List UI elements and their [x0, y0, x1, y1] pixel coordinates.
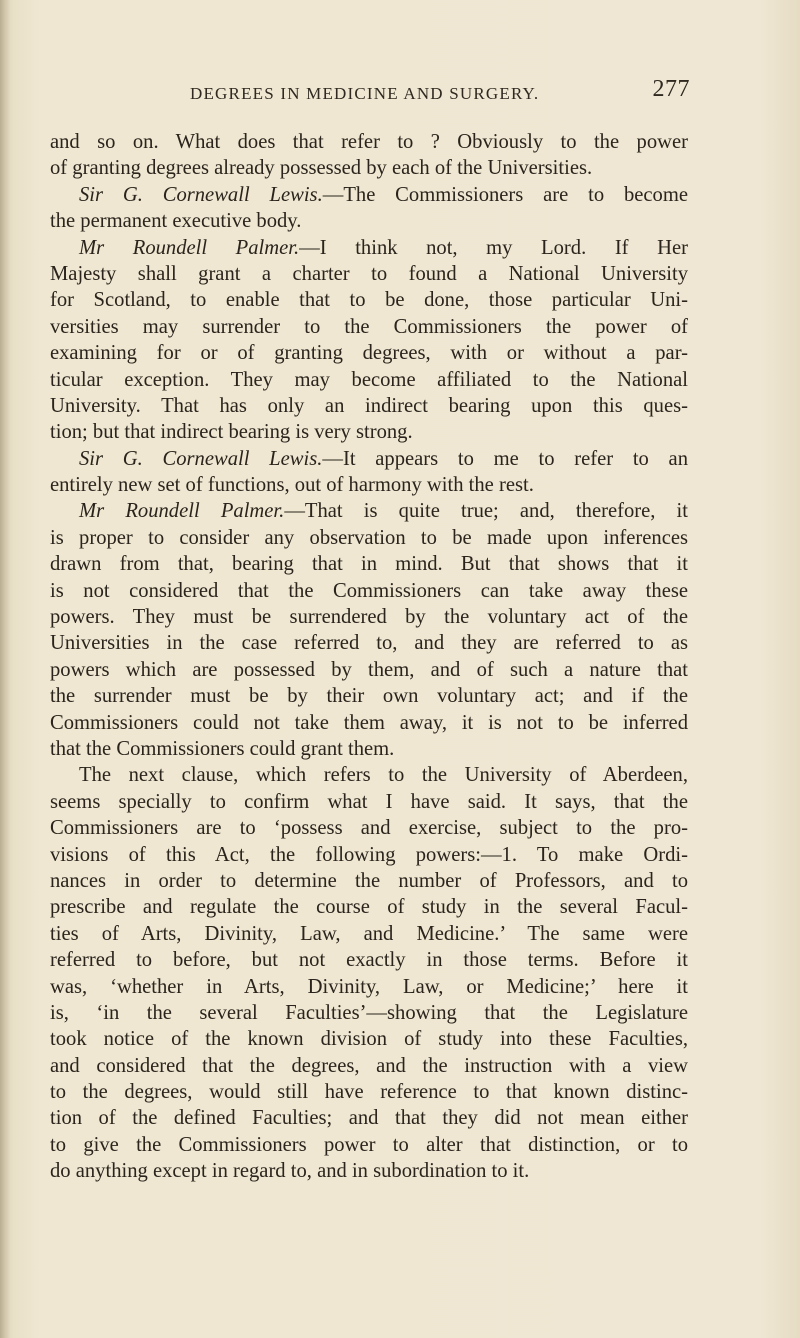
text-line [50, 367, 688, 393]
line-text: and so on. What does that refer to ? Obviously to the power [50, 131, 688, 153]
line-text: Universities in the case referred to, and they are referred to as [50, 632, 688, 655]
text-line [50, 182, 688, 208]
speaker-name: Sir G. Cornewall Lewis. [79, 183, 323, 206]
text-line [50, 683, 688, 709]
line-text: that the Commissioners could grant them. [50, 737, 395, 760]
text-line [50, 762, 688, 788]
text-line [50, 155, 688, 181]
line-text: is proper to consider any observation to be made upon inferences [50, 526, 688, 549]
line-text: —I think not, my Lord. If Her [299, 236, 688, 259]
binding-gutter [0, 0, 10, 1338]
text-line [50, 340, 688, 366]
line-text: —The Commissioners are to become [322, 183, 688, 206]
text-line [50, 1026, 688, 1052]
text-line [50, 921, 688, 947]
text-line [50, 261, 688, 287]
text-line [50, 314, 688, 340]
line-text: Majesty shall grant a charter to found a National University [50, 262, 688, 285]
text-line [50, 498, 688, 524]
speaker-name: Sir G. Cornewall Lewis. [79, 447, 323, 470]
line-text: visions of this Act, the following powers:—1. To make Ordi- [50, 843, 688, 866]
line-text: nances in order to determine the number of Professors, and to [50, 869, 688, 892]
line-text: ticular exception. They may become affiliated to the National [50, 368, 688, 391]
line-text: of granting degrees already possessed by each of the Universities. [50, 157, 593, 180]
line-text: to give the Commissioners power to alter that distinction, or to [50, 1133, 688, 1156]
line-text: versities may surrender to the Commissioners the power of [50, 315, 688, 338]
text-line [50, 129, 688, 155]
line-text: seems specially to confirm what I have said. It says, that the [50, 790, 688, 813]
page-number: 277 [652, 76, 690, 102]
text-line [50, 868, 688, 894]
line-text: —It appears to me to refer to an [322, 447, 688, 470]
text-line [50, 1000, 688, 1026]
text-line [50, 208, 688, 234]
text-line [50, 1158, 688, 1184]
running-title: DEGREES IN MEDICINE AND SURGERY. [190, 84, 540, 103]
line-text: was, ‘whether in Arts, Divinity, Law, or Medicine;’ here it [50, 975, 688, 998]
text-line [50, 842, 688, 868]
text-line [50, 630, 688, 656]
line-text: is not considered that the Commissioners can take away these [50, 579, 688, 602]
text-line [50, 287, 688, 313]
text-line [50, 525, 688, 551]
line-text: powers. They must be surrendered by the voluntary act of the [50, 606, 688, 629]
text-line [50, 578, 688, 604]
text-line [50, 551, 688, 577]
text-line [50, 815, 688, 841]
line-text: University. That has only an indirect bearing upon this ques- [50, 394, 688, 417]
line-text: powers which are possessed by them, and of such a nature that [50, 658, 688, 681]
text-line [50, 947, 688, 973]
line-text: and considered that the degrees, and the instruction with a view [50, 1054, 688, 1077]
line-text: The next clause, which refers to the University of Aberdeen, [79, 764, 688, 787]
line-text: the permanent executive body. [50, 210, 302, 233]
text-line [50, 446, 688, 472]
line-text: do anything except in regard to, and in subordination to it. [50, 1160, 530, 1183]
text-line [50, 1053, 688, 1079]
text-line [50, 472, 688, 498]
line-text: examining for or of granting degrees, with or without a par- [50, 342, 688, 365]
text-line [50, 1105, 688, 1131]
text-line [50, 235, 688, 261]
text-line [50, 657, 688, 683]
line-text: tion of the defined Faculties; and that they did not mean either [50, 1107, 688, 1130]
text-line [50, 393, 688, 419]
line-text: Commissioners are to ‘possess and exercise, subject to the pro- [50, 817, 688, 840]
text-line [50, 419, 688, 445]
line-text: the surrender must be by their own voluntary act; and if the [50, 685, 688, 708]
running-head [190, 76, 690, 106]
text-line [50, 710, 688, 736]
line-text: entirely new set of functions, out of harmony with the rest. [50, 474, 534, 497]
line-text: took notice of the known division of study into these Faculties, [50, 1028, 688, 1051]
speaker-name: Mr Roundell Palmer. [79, 500, 285, 523]
line-text: referred to before, but not exactly in those terms. Before it [50, 949, 688, 972]
text-line [50, 1132, 688, 1158]
text-line [50, 894, 688, 920]
line-text: to the degrees, would still have reference to that known distinc- [50, 1081, 688, 1104]
text-line [50, 604, 688, 630]
text-line [50, 789, 688, 815]
line-text: is, ‘in the several Faculties’—showing that the Legislature [50, 1001, 688, 1024]
text-line [50, 736, 688, 762]
line-text: Commissioners could not take them away, it is not to be inferred [50, 711, 688, 734]
line-text: prescribe and regulate the course of study in the several Facul- [50, 896, 688, 919]
line-text: tion; but that indirect bearing is very strong. [50, 421, 413, 444]
line-text: ties of Arts, Divinity, Law, and Medicine.’ The same were [50, 922, 688, 945]
line-text: drawn from that, bearing that in mind. But that shows that it [50, 553, 688, 576]
text-line [50, 1079, 688, 1105]
line-text: —That is quite true; and, therefore, it [284, 500, 688, 523]
line-text: for Scotland, to enable that to be done, those particular Uni- [50, 289, 688, 312]
speaker-name: Mr Roundell Palmer. [79, 236, 300, 259]
body-text [50, 129, 688, 1185]
text-line [50, 974, 688, 1000]
